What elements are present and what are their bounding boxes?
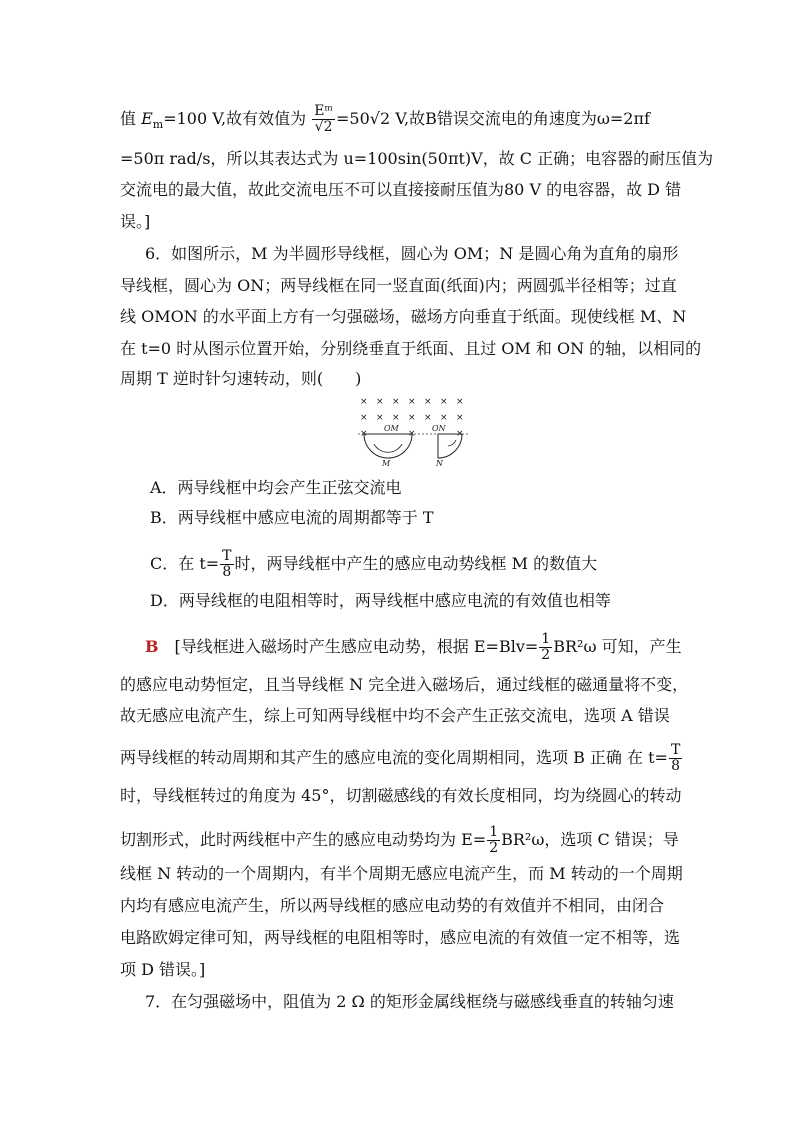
option-a: A．两导线框中均会产生正弦交流电 (150, 478, 402, 497)
answer-line: 时，导线框转过的角度为 45°，切割磁感线的有效长度相同，均为绕圆心的转动 (120, 786, 682, 805)
cross-mark: × (376, 413, 384, 423)
fraction (539, 632, 552, 663)
fraction (312, 104, 335, 135)
answer-line: 线框 N 转动的一个周期内，有半个周期无感应电流产生，而 M 转动的一个周期 (120, 864, 683, 883)
answer-line: 的感应电动势恒定，且当导线框 N 完全进入磁场后，通过线框的磁通量将不变， (120, 675, 689, 694)
label-on: ON (432, 424, 446, 433)
cross-mark: × (360, 413, 368, 423)
answer-line (120, 824, 679, 856)
cross-mark: × (408, 397, 416, 407)
question-6-line: 线 OMON 的水平面上方有一匀强磁场，磁场方向垂直于纸面。现使线框 M、N (120, 307, 687, 326)
fraction (487, 825, 500, 856)
semicircle-frame-m (364, 434, 412, 458)
cross-mark: × (392, 397, 400, 407)
fraction-numerator: 1 (489, 824, 499, 840)
rotation-arrow-m (374, 444, 402, 452)
cross-mark: × (376, 397, 384, 407)
fraction-numerator: 1 (541, 631, 551, 647)
cross-mark: × (456, 397, 464, 407)
text-fragment: =50√2 V,故B错误交流电的角速度为ω=2πf (336, 109, 650, 128)
question-6-line: 6．如图所示，M 为半圆形导线框，圆心为 OM；N 是圆心角为直角的扇形 (145, 244, 679, 263)
text-fragment: C．在 t= (150, 554, 220, 573)
answer-line: 电路欧姆定律可知，两导线框的电阻相等时，感应电流的有效值一定不相等，选 (120, 928, 681, 947)
answer-letter: B (145, 637, 159, 656)
text-fragment: 两导线框的转动周期和其产生的感应电流的变化周期相同，选项 B 正确 在 t= (120, 748, 668, 767)
cross-mark: × (360, 429, 368, 439)
fraction-numerator: T (670, 742, 681, 758)
question-6-line: 导线框，圆心为 ON；两导线框在同一竖直面(纸面)内；两圆弧半径相等；过直 (120, 276, 677, 295)
label-m: M (382, 459, 391, 468)
fraction-denominator: 8 (671, 758, 681, 774)
fraction-numerator: T (222, 548, 232, 564)
text-fragment: =100 V,故有效值为 (163, 109, 312, 128)
magnetic-field-figure (356, 394, 474, 468)
answer-line (120, 742, 681, 774)
question-6-line: 在 t=0 时从图示位置开始，分别绕垂直于纸面、且过 OM 和 ON 的轴，以相同的 (120, 339, 702, 358)
text-fragment: 时，两导线框中产生的感应电动势线框 M 的数值大 (234, 554, 598, 573)
fraction-denominator: 8 (222, 564, 232, 580)
cross-mark: × (456, 429, 464, 439)
fraction-numerator: Eᵐ (314, 103, 333, 119)
option-d: D．两导线框的电阻相等时，两导线框中感应电流的有效值也相等 (150, 591, 611, 610)
text-line: 交流电的最大值，故此交流电压不可以直接接耐压值为80 V 的电容器，故 D 错 (120, 180, 682, 199)
fraction (669, 743, 682, 774)
text-fragment: BR²ω，选项 C 错误；导 (501, 830, 679, 849)
text-fragment: 值 (120, 109, 142, 128)
cross-mark: × (424, 413, 432, 423)
cross-mark: × (360, 397, 368, 407)
answer-line: 故无感应电流产生，综上可知两导线框中均不会产生正弦交流电，选项 A 错误 (120, 706, 670, 725)
cross-mark: × (408, 429, 416, 439)
option-c (150, 549, 597, 580)
text-line: 误。] (120, 212, 151, 231)
text-fragment: BR²ω 可知，产生 (553, 637, 682, 656)
answer-line: 项 D 错误。] (120, 960, 206, 979)
fraction-denominator: √2 (314, 119, 333, 135)
question-6-line: 周期 T 逆时针匀速转动，则( ) (120, 369, 362, 388)
question-7-line: 7．在匀强磁场中，阻值为 2 Ω 的矩形金属线框绕与磁感线垂直的转轴匀速 (145, 992, 674, 1011)
option-b: B．两导线框中感应电流的周期都等于 T (150, 508, 434, 527)
answer-line: 内均有感应电流产生，所以两导线框的感应电动势的有效值并不相同，由闭合 (120, 896, 665, 915)
label-om: OM (384, 424, 399, 433)
cross-mark: × (424, 397, 432, 407)
answer-line (145, 631, 682, 663)
cross-mark: × (440, 413, 448, 423)
label-n: N (436, 459, 443, 468)
text-line: =50π rad/s，所以其表达式为 u=100sin(50πt)V，故 C 正确；电容器的耐压值为 (120, 149, 714, 168)
cross-mark: × (408, 413, 416, 423)
text-fragment: 切割形式，此时两线框中产生的感应电动势均为 E= (120, 830, 487, 849)
text-fragment: [导线框进入磁场时产生感应电动势，根据 E=Blv= (174, 637, 539, 656)
fraction-denominator: 2 (489, 840, 499, 856)
fraction-denominator: 2 (541, 647, 551, 663)
rotation-arrow-n (448, 440, 456, 446)
cross-mark: × (392, 413, 400, 423)
cross-mark: × (440, 397, 448, 407)
cross-mark: × (456, 413, 464, 423)
fraction (220, 549, 233, 580)
text-line: 值 $E_m=100$ V,故有效值为 $\frac{\text{Eᵐ}}{√2}$ =50√2 V,故B错误交流电的角速度为ω=2πf (120, 103, 650, 135)
